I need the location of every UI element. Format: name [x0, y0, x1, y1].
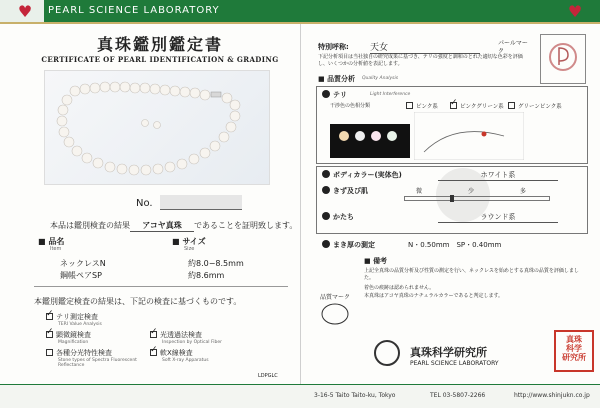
- lab-name-english: PEARL SCIENCE LABORATORY: [410, 360, 499, 367]
- check-teri: ✓テリ測定検査: [46, 312, 98, 322]
- identification-statement: [50, 220, 298, 232]
- notes-label: ■ 備考: [364, 257, 388, 265]
- shape-label: かたち: [322, 212, 354, 222]
- teri-sub: Light Interference: [370, 92, 411, 97]
- check-xray-sub: Soft X-ray Apparatus: [162, 358, 209, 363]
- analysis-title: ■ 品質分析: [318, 75, 356, 83]
- brand-value: 天女: [370, 40, 480, 54]
- check-microscope: ✓顕微鏡検査: [46, 330, 91, 340]
- nacre-label: まき厚の測定: [322, 240, 375, 250]
- checkbox-icon: [150, 349, 157, 356]
- shape-value: ラウンド系: [438, 212, 558, 223]
- check-teri-sub: TERI Value Analysis: [58, 322, 102, 327]
- check-optical-sub: Inspection by Optical Fiber: [162, 340, 222, 345]
- checkbox-icon: [508, 102, 515, 109]
- statement-value: アコヤ真珠: [130, 220, 194, 232]
- bullet-icon: [322, 90, 330, 98]
- pearl-mark-label: パールマーク: [498, 40, 528, 55]
- color-pink-green: ✓ ピンクグリーン系: [450, 102, 504, 110]
- bullet-icon: [322, 240, 330, 248]
- lab-stamp: 真珠 科学 研究所: [554, 330, 594, 372]
- blemish-label: きず及び肌: [322, 186, 368, 196]
- blemish-scale-high: 多: [520, 188, 527, 195]
- pearl-mark-box: [540, 34, 586, 84]
- item-sublabel: Item: [50, 246, 62, 252]
- color-green-pink: グリーンピンク系: [508, 102, 562, 110]
- statement-suffix: であることを証明致します。: [194, 221, 298, 230]
- footer: [0, 384, 600, 408]
- body-color-value: ホワイト系: [438, 170, 558, 181]
- statement-prefix: 本品は鑑別検査の結果: [50, 221, 130, 230]
- blemish-scale-low: 微: [416, 188, 423, 195]
- pearl-necklace-image: [45, 71, 270, 185]
- quality-mark-icon: [320, 302, 350, 326]
- bullet-icon: [322, 170, 330, 178]
- checkbox-icon: [150, 331, 157, 338]
- teri-label: テリ: [322, 90, 347, 100]
- lab-name: 真珠科学研究所: [410, 346, 487, 359]
- form-code: LDPGLC: [258, 373, 278, 379]
- teri-chart: [414, 112, 524, 160]
- check-optical: ✓光透過法検査: [150, 330, 202, 340]
- size-sublabel: Size: [184, 246, 195, 252]
- blemish-scale-mid: 少: [468, 188, 475, 195]
- quality-mark-label: 品質マーク: [320, 294, 351, 301]
- method-title: 本鑑別鑑定検査の結果は、下記の検査に基づくものです。: [34, 297, 242, 306]
- pearl-photo: [44, 70, 270, 185]
- item-size: 約8.6mm: [188, 271, 225, 280]
- center-divider: [300, 24, 301, 384]
- certificate-title-english: CERTIFICATE OF PEARL IDENTIFICATION & GRADING: [41, 55, 279, 64]
- lab-address: 3-16-5 Taito Taito-ku, Tokyo: [314, 392, 396, 399]
- lab-url[interactable]: http://www.shinjukn.co.jp: [514, 392, 590, 399]
- heart-emblem-icon: ♥: [567, 2, 583, 21]
- nacre-value: N・0.50mm SP・0.40mm: [408, 241, 502, 249]
- blemish-bar: [404, 196, 550, 201]
- color-pink: ピンク系: [406, 102, 438, 110]
- body-color-label: ボディカラー(実体色): [322, 170, 402, 180]
- section-rule: [34, 286, 288, 287]
- item-label: ■ 品名: [38, 237, 65, 246]
- lab-tel: TEL 03-5807-2266: [430, 392, 486, 399]
- checkbox-icon: [406, 102, 413, 109]
- interference-label: 干渉色の色相分類: [330, 103, 371, 109]
- check-microscope-sub: Magnification: [58, 340, 89, 345]
- brand-label: 特別呼称:: [318, 43, 349, 51]
- checkbox-icon: [46, 313, 53, 320]
- item-name: 鋼帳ペアSP: [60, 271, 102, 280]
- note-line: 着色の痕跡は認められません。: [364, 285, 435, 291]
- check-spectra-sub: Stone types of Spectra Fluorescent Reflectance: [58, 358, 137, 368]
- bullet-icon: [322, 186, 330, 194]
- note-line: 上記全真珠の品質分析及び性質の測定を行い、ネックレスを始めとする真珠の品質を評価しました。: [364, 268, 579, 281]
- check-spectra: 各種分光特性検査: [46, 348, 112, 358]
- analysis-intro: 下記分析項目は当社独自の研究成果に基づき、テリの強度と調和のとれた適切な色彩を評価し、いくつかの分析値を表記します。: [318, 54, 523, 67]
- lab-seal-icon: [374, 340, 400, 366]
- checkbox-icon: [46, 331, 53, 338]
- checkbox-icon: [46, 349, 53, 356]
- blemish-marker: [450, 195, 454, 202]
- analysis-title-en: Quality Analysis: [362, 76, 399, 81]
- pearl-mark-icon: [541, 35, 585, 83]
- size-label: ■ サイズ: [172, 237, 206, 246]
- item-name: ネックレスN: [60, 259, 106, 268]
- note-line: 本真珠はアコヤ真珠のナチュラルカラーであると判定します。: [364, 293, 504, 299]
- checkbox-icon: [450, 102, 457, 109]
- teri-scale-graphic: [330, 124, 410, 158]
- bullet-icon: [322, 212, 330, 220]
- certificate-title: 真珠鑑別鑑定書: [96, 35, 223, 54]
- header-title: PEARL SCIENCE LABORATORY: [48, 5, 220, 16]
- certificate-number-redacted: [160, 195, 242, 210]
- item-size: 約8.0−8.5mm: [188, 259, 244, 268]
- heart-emblem-icon: ♥: [17, 2, 33, 21]
- certificate-number-label: No.: [136, 198, 153, 209]
- check-xray: ✓軟X線検査: [150, 348, 193, 358]
